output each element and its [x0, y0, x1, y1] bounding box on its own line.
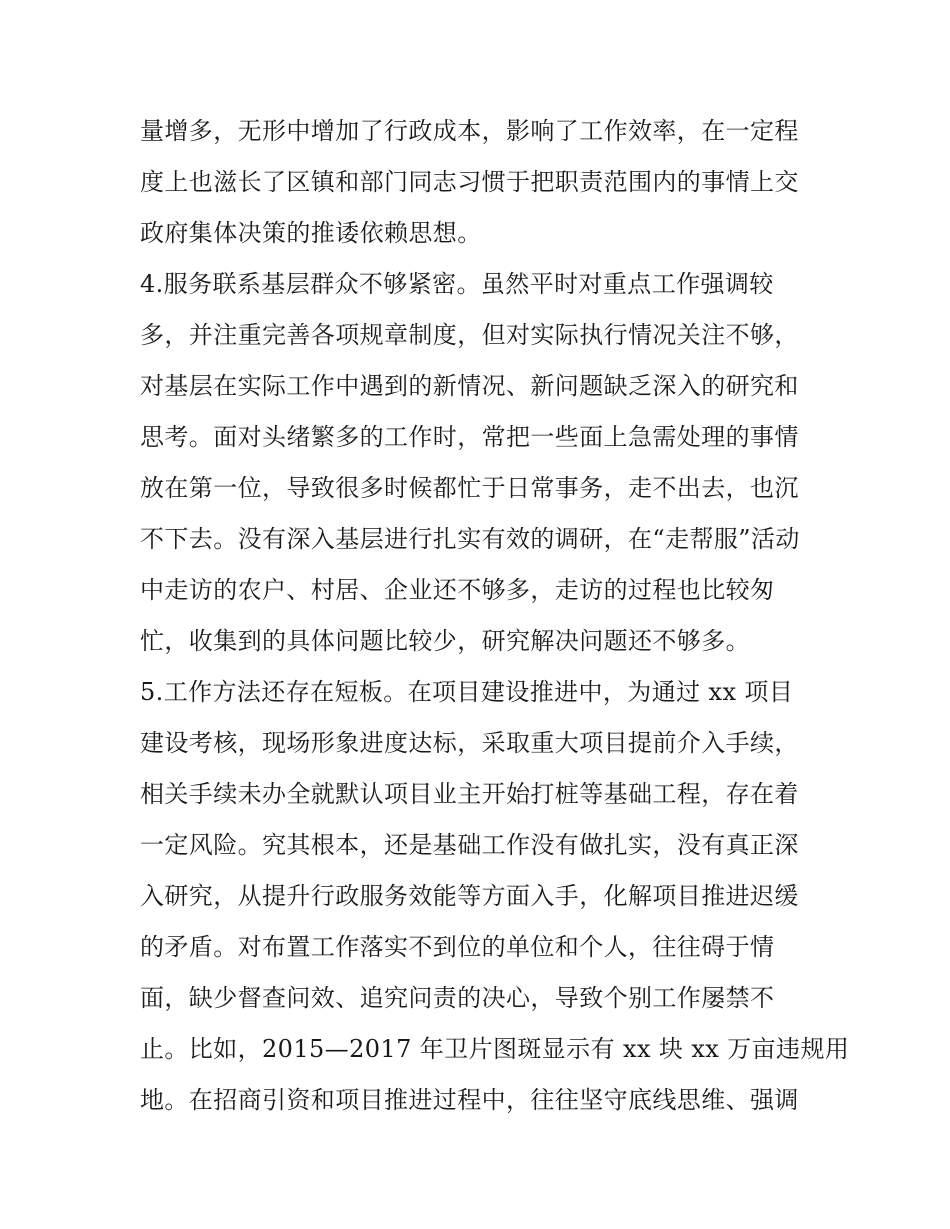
text-line: 放在第一位，导致很多时候都忙于日常事务，走不出去，也沉: [140, 474, 799, 502]
text-line: 的矛盾。对布置工作落实不到位的单位和个人，往往碍于情: [140, 933, 775, 961]
text-line: 一定风险。究其根本，还是基础工作没有做扎实，没有真正深: [140, 831, 799, 859]
text-line: 不下去。没有深入基层进行扎实有效的调研，在“走帮服”活动: [140, 525, 800, 553]
text-line: 建设考核，现场形象进度达标，采取重大项目提前介入手续，: [140, 729, 799, 757]
text-line: 面，缺少督查问效、追究问责的决心，导致个别工作屡禁不: [140, 984, 775, 1012]
text-line: 度上也滋长了区镇和部门同志习惯于把职责范围内的事情上交: [140, 168, 799, 196]
item-4-heading-line: 4.服务联系基层群众不够紧密。虽然平时对重点工作强调较: [140, 270, 774, 298]
text-line: 入研究，从提升行政服务效能等方面入手，化解项目推进迟缓: [140, 882, 799, 910]
text-line: 对基层在实际工作中遇到的新情况、新问题缺乏深入的研究和: [140, 372, 799, 400]
body-text: [140, 106, 850, 1126]
item-5-heading-line: 5.工作方法还存在短板。在项目建设推进中，为通过 xx 项目: [140, 678, 794, 706]
text-line: 量增多，无形中增加了行政成本，影响了工作效率，在一定程: [140, 117, 799, 145]
text-line: 多，并注重完善各项规章制度，但对实际执行情况关注不够，: [140, 321, 799, 349]
text-line: 政府集体决策的推诿依赖思想。: [140, 219, 482, 247]
text-line: 止。比如，2015—2017 年卫片图斑显示有 xx 块 xx 万亩违规用: [140, 1035, 850, 1063]
text-line: 中走访的农户、村居、企业还不够多，走访的过程也比较匆: [140, 576, 775, 604]
text-line: 忙，收集到的具体问题比较少，研究解决问题还不够多。: [140, 627, 750, 655]
text-line: 思考。面对头绪繁多的工作时，常把一些面上急需处理的事情: [140, 423, 799, 451]
text-line: 地。在招商引资和项目推进过程中，往往坚守底线思维、强调: [140, 1086, 799, 1114]
text-line: 相关手续未办全就默认项目业主开始打桩等基础工程，存在着: [140, 780, 799, 808]
